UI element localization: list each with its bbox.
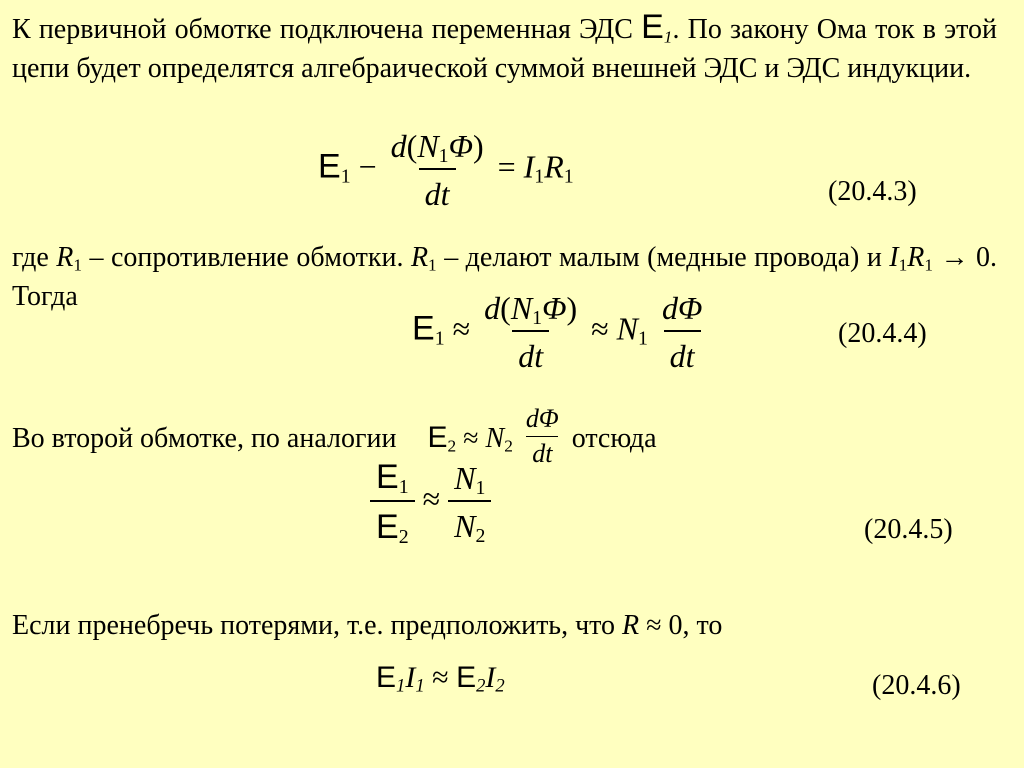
subscript: 2 xyxy=(476,675,486,697)
subscript: 1 xyxy=(415,675,425,697)
subscript: 1 xyxy=(340,165,351,188)
i-symbol: I xyxy=(485,661,496,694)
numerator xyxy=(520,406,565,436)
denominator xyxy=(448,500,491,547)
text: Во второй обмотке, по аналогии xyxy=(12,422,397,454)
subscript: 1 xyxy=(532,306,543,329)
numerator xyxy=(448,462,491,500)
fraction-emf xyxy=(370,458,415,548)
emf-symbol: Ε xyxy=(376,508,399,546)
emf-symbol: Ε xyxy=(376,661,397,694)
fraction xyxy=(385,130,490,210)
r-symbol: R xyxy=(544,148,564,185)
i-symbol: I xyxy=(405,661,416,694)
d-symbol: d xyxy=(390,128,407,164)
emf-symbol: Ε xyxy=(376,458,399,496)
d-symbol: d xyxy=(484,290,501,326)
subscript: 1 xyxy=(398,475,409,498)
text: ≈ 0, то xyxy=(639,610,723,641)
n-symbol: N xyxy=(417,128,439,164)
paragraph-primary-winding xyxy=(12,8,997,88)
dt: dt xyxy=(518,338,544,374)
dt: dt xyxy=(424,176,450,212)
equation-number: (20.4.3) xyxy=(828,176,917,207)
r-symbol: R xyxy=(622,610,640,641)
minus-sign: − xyxy=(358,148,377,185)
d-phi: dΦ xyxy=(525,404,559,433)
text: где xyxy=(12,242,57,273)
paren: ) xyxy=(472,128,484,164)
phi-symbol: Φ xyxy=(448,128,473,164)
paragraph-losses xyxy=(12,606,997,645)
subscript: 1 xyxy=(438,144,449,167)
r-symbol: R xyxy=(410,242,429,273)
r-symbol: R xyxy=(907,242,925,273)
equation-20-4-5 xyxy=(370,458,491,548)
subscript: 1 xyxy=(396,675,406,697)
r-symbol: R xyxy=(56,242,74,273)
denominator xyxy=(664,330,701,372)
equation-number: (20.4.4) xyxy=(838,318,927,349)
subscript: 1 xyxy=(663,27,673,47)
d-phi: dΦ xyxy=(661,290,703,326)
approx-sign: ≈ xyxy=(452,310,471,347)
subscript: 1 xyxy=(898,255,908,275)
text: – сопротивление обмотки. xyxy=(82,242,411,273)
emf-symbol: Ε xyxy=(641,8,664,46)
text: К первичной обмотке подключена переменная ЭДС xyxy=(12,14,642,45)
n-symbol: N xyxy=(485,422,505,454)
text: . По закону Ома ток в этой цепи будет определятся алгебраической суммой внешней ЭДС и ЭДС индукции. xyxy=(12,14,997,84)
text: → 0. Тогда xyxy=(12,242,998,312)
approx-sign: ≈ xyxy=(591,310,609,347)
n-symbol: N xyxy=(510,290,533,326)
dt: dt xyxy=(669,338,695,374)
fraction xyxy=(520,406,565,467)
equation-number: (20.4.6) xyxy=(872,670,961,701)
emf-symbol: Ε xyxy=(318,147,341,186)
emf-symbol: Ε xyxy=(412,309,435,348)
i-symbol: I xyxy=(523,148,535,185)
equation-20-4-6 xyxy=(376,661,505,697)
dt: dt xyxy=(532,439,553,468)
n-symbol: N xyxy=(616,310,639,347)
approx-sign: ≈ xyxy=(432,661,449,694)
emf-symbol: Ε xyxy=(427,420,448,454)
approx-sign: ≈ xyxy=(463,422,479,454)
equals-sign: = xyxy=(497,148,516,185)
fraction xyxy=(656,292,708,372)
subscript: 1 xyxy=(475,476,486,499)
phi-symbol: Φ xyxy=(542,290,567,326)
subscript: 2 xyxy=(447,436,457,456)
denominator xyxy=(370,500,415,548)
equation-20-4-3 xyxy=(318,130,574,210)
i-symbol: I xyxy=(889,242,899,273)
subscript: 1 xyxy=(73,255,83,275)
equation-20-4-4 xyxy=(412,292,708,372)
equation-number: (20.4.5) xyxy=(864,514,953,545)
numerator xyxy=(385,130,490,168)
denominator xyxy=(512,330,549,372)
denominator xyxy=(526,436,558,467)
text: Если пренебречь потерями, т.е. предположить, что xyxy=(12,610,623,641)
text: – делают малым (медные провода) и xyxy=(436,242,890,273)
numerator xyxy=(478,292,583,330)
subscript: 1 xyxy=(563,165,574,188)
subscript: 2 xyxy=(398,525,409,548)
subscript: 1 xyxy=(638,327,648,350)
subscript: 1 xyxy=(434,327,445,350)
denominator xyxy=(419,168,456,210)
approx-sign: ≈ xyxy=(422,480,441,517)
fraction-turns xyxy=(448,460,491,547)
n-symbol: N xyxy=(454,508,476,544)
subscript: 1 xyxy=(534,165,545,188)
emf-symbol: Ε xyxy=(456,661,477,694)
numerator xyxy=(370,460,415,500)
subscript: 2 xyxy=(504,436,513,456)
subscript: 1 xyxy=(924,255,934,275)
paren: ( xyxy=(500,290,511,326)
fraction xyxy=(478,292,583,372)
text: отсюда xyxy=(571,422,657,454)
n-symbol: N xyxy=(454,460,476,496)
paren: ( xyxy=(406,128,418,164)
paren: ) xyxy=(566,290,578,326)
numerator xyxy=(656,292,708,330)
subscript: 2 xyxy=(475,524,486,547)
subscript: 2 xyxy=(495,675,505,697)
subscript: 1 xyxy=(428,255,437,275)
